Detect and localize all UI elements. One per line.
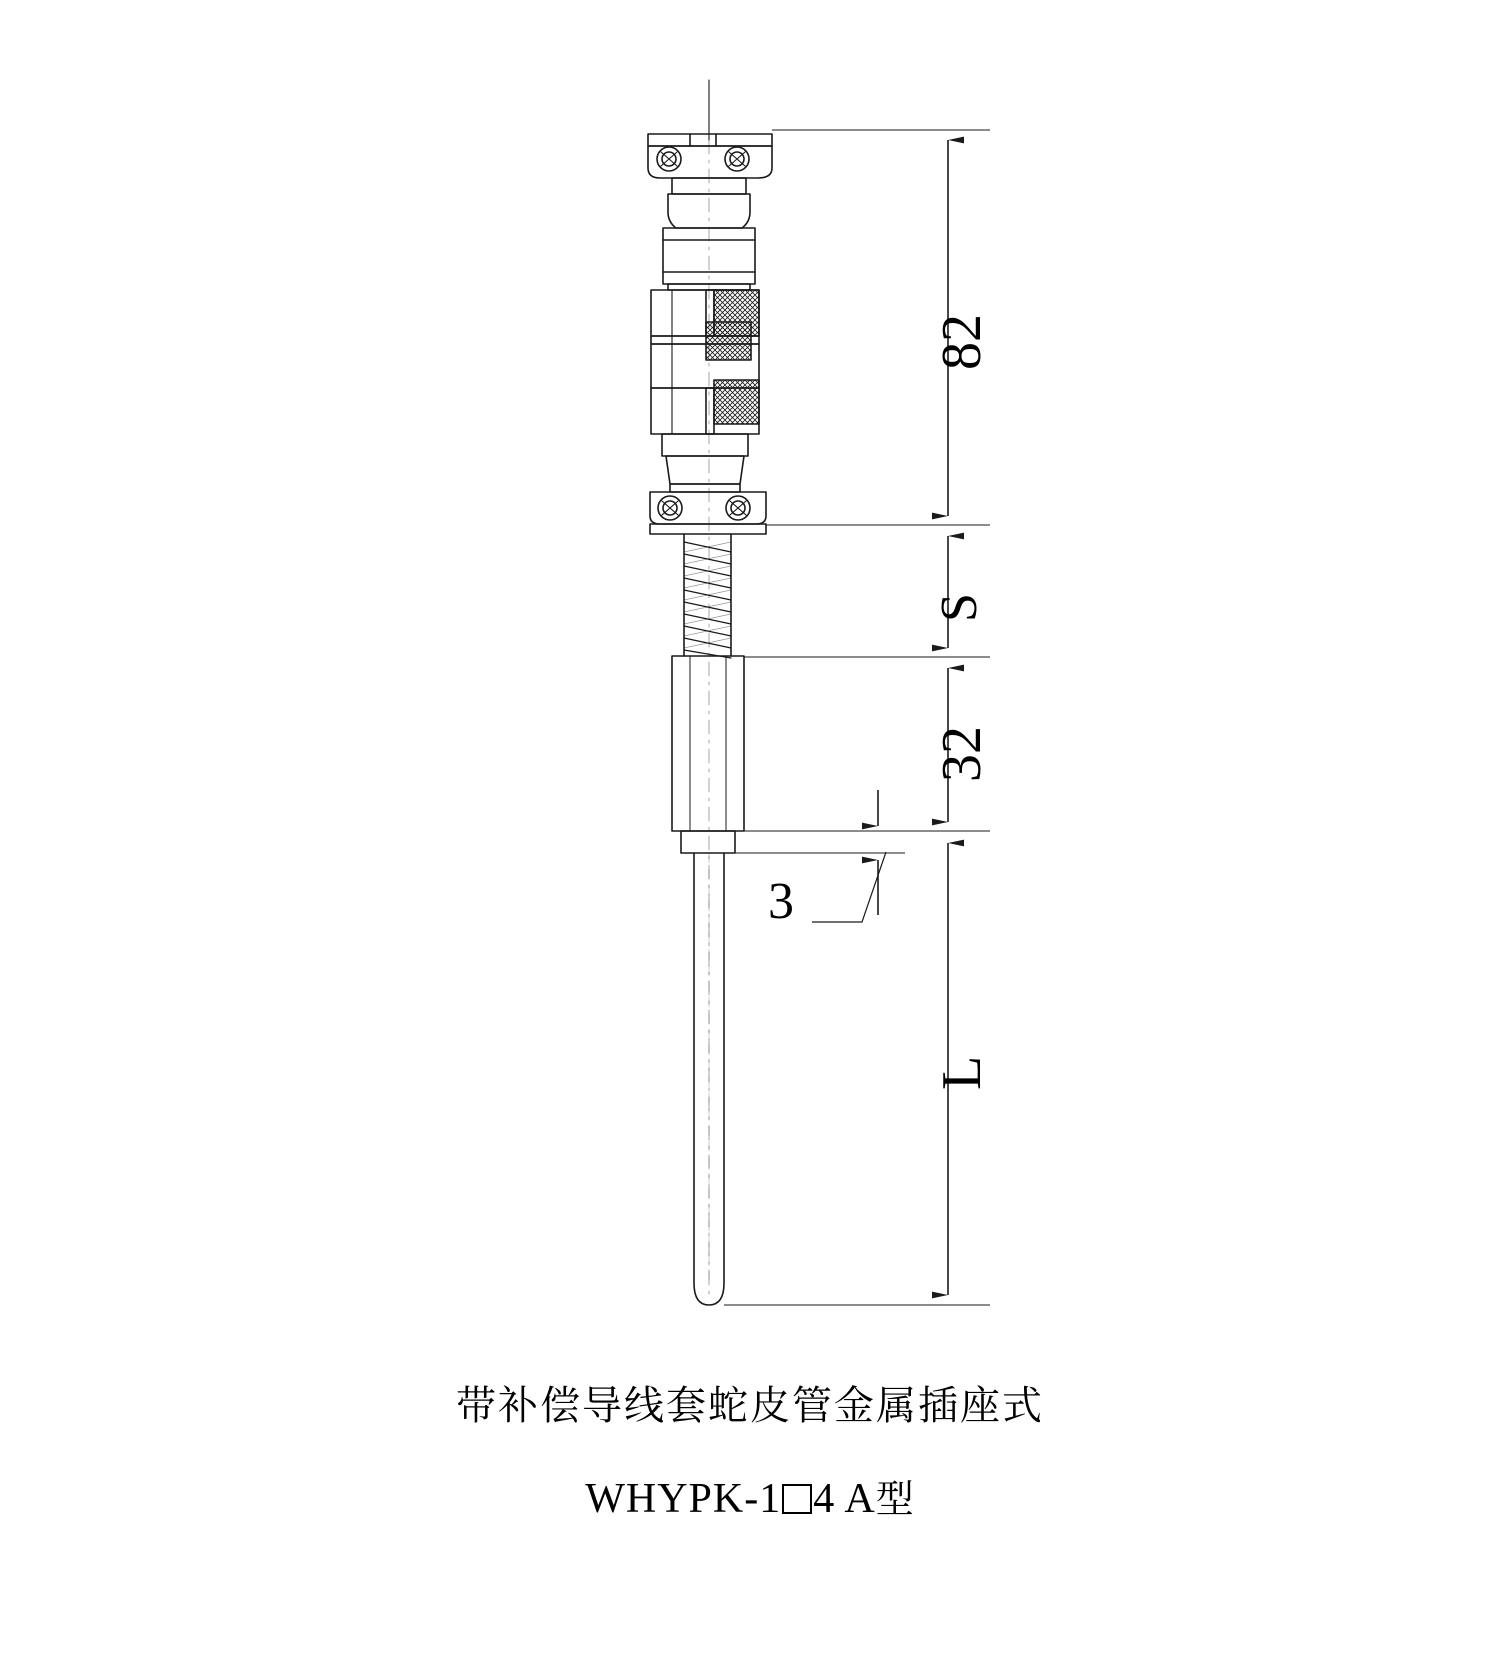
caption-model-code	[0, 1468, 1500, 1523]
connector-socket-body	[651, 290, 759, 434]
process-fitting-body	[672, 656, 744, 831]
caption-title-chinese: 带补偿导线套蛇皮管金属插座式	[456, 1383, 1044, 1429]
lower-step-flange	[681, 831, 735, 853]
dimension-label-32: 32	[931, 726, 993, 782]
connector-neck	[662, 434, 748, 492]
conduit-clamp	[650, 492, 766, 534]
extension-lines	[724, 130, 990, 1305]
dimension-label-L: L	[931, 1055, 993, 1090]
dimension-label-3: 3	[768, 873, 794, 930]
dimension-lines	[812, 140, 948, 1295]
leader-line-3	[812, 852, 886, 922]
sensor-body-outline	[648, 80, 772, 1305]
model-suffix-chinese: 型	[875, 1477, 915, 1521]
dimension-label-82: 82	[931, 314, 993, 370]
model-suffix: 4 A	[813, 1476, 876, 1522]
probe-stem	[694, 853, 724, 1305]
connector-top-clamp	[648, 134, 772, 178]
dimension-label-S: S	[931, 593, 988, 622]
model-box-placeholder-icon	[782, 1484, 812, 1514]
flexible-conduit	[684, 534, 731, 658]
model-prefix: WHYPK-1	[585, 1476, 782, 1522]
